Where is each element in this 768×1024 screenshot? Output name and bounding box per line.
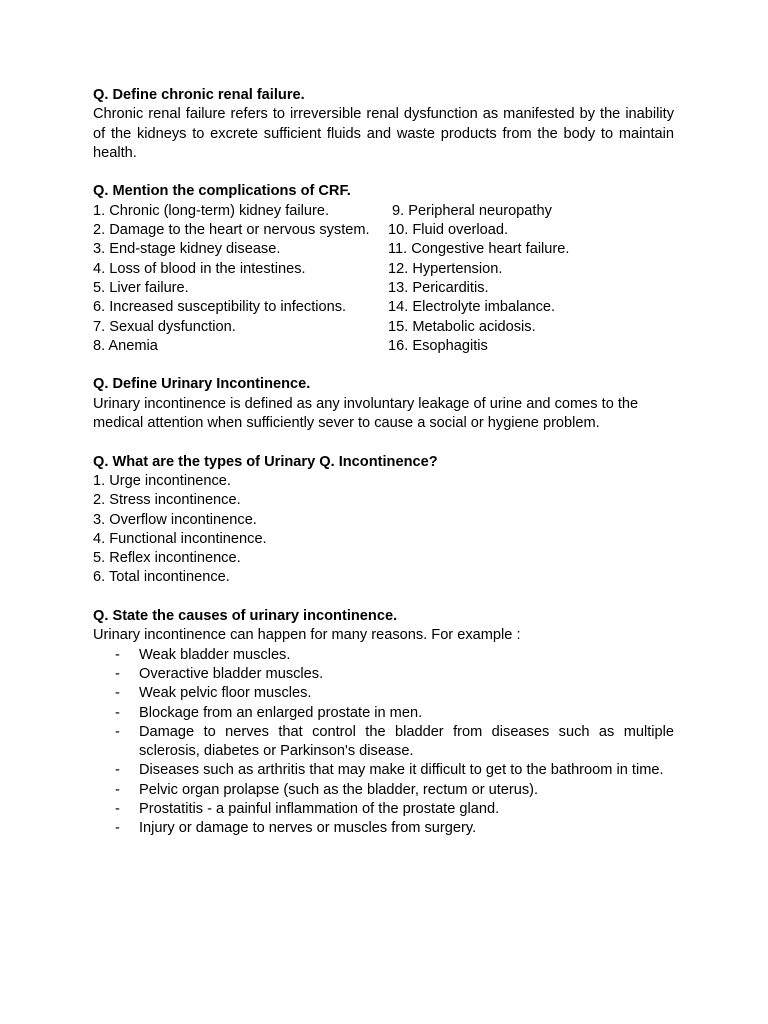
section-define-urinary-incontinence [93, 375, 674, 433]
complications-left-column [93, 202, 388, 356]
list-item: 13. Pericarditis. [388, 279, 489, 296]
list-item: 7. Sexual dysfunction. [93, 318, 236, 335]
list-item: 5. Reflex incontinence. [93, 550, 241, 567]
question-heading: Q. State the causes of urinary incontinence. [93, 608, 398, 625]
answer-paragraph: Urinary incontinence is defined as any involuntary leakage of urine and comes to the medical attention when sufficiently sever to cause a social or hygiene problem. [93, 395, 639, 432]
dash-bullet: - [115, 665, 120, 682]
list-item: 10. Fluid overload. [388, 222, 509, 239]
list-item: 3. End-stage kidney disease. [93, 241, 281, 258]
list-item: 14. Electrolyte imbalance. [388, 299, 556, 316]
dash-bullet: - [115, 704, 120, 721]
list-item-text: Injury or damage to nerves or muscles from surgery. [139, 820, 477, 837]
question-heading: Q. What are the types of Urinary Q. Incontinence? [93, 453, 438, 470]
list-item: 1. Chronic (long-term) kidney failure. [93, 202, 330, 219]
list-item: 6. Total incontinence. [93, 569, 230, 586]
list-item-text: Pelvic organ prolapse (such as the bladder, rectum or uterus). [139, 781, 539, 798]
complications-right-column [388, 202, 674, 356]
list-item: 2. Damage to the heart or nervous system. [93, 222, 370, 239]
question-heading: Q. Define Urinary Incontinence. [93, 376, 311, 393]
list-item: 12. Hypertension. [388, 260, 503, 277]
list-item-text: Weak pelvic floor muscles. [139, 685, 312, 702]
list-item [93, 665, 674, 684]
answer-paragraph: Chronic renal failure refers to irreversible renal dysfunction as manifested by the inability of the kidneys to excrete sufficient fluids and waste products from the body to maintain health. [93, 106, 674, 161]
list-item [93, 684, 674, 703]
section-define-crf [93, 86, 674, 163]
list-item: 16. Esophagitis [388, 337, 488, 354]
intro-paragraph: Urinary incontinence can happen for many reasons. For example : [93, 627, 521, 644]
document-page [93, 86, 674, 858]
dash-bullet: - [115, 800, 120, 817]
dash-bullet: - [115, 820, 120, 837]
list-item [93, 723, 674, 762]
list-item-text: Damage to nerves that control the bladder from diseases such as multiple sclerosis, diabetes or Parkinson's disease. [139, 723, 674, 760]
complications-list [93, 202, 674, 356]
list-item: 15. Metabolic acidosis. [388, 318, 536, 335]
list-item [93, 761, 674, 780]
list-item-text: Prostatitis - a painful inflammation of the prostate gland. [139, 800, 500, 817]
list-item [93, 819, 674, 838]
dash-bullet: - [115, 781, 120, 798]
list-item [93, 646, 674, 665]
dash-bullet: - [115, 762, 120, 779]
list-item: 2. Stress incontinence. [93, 492, 241, 509]
list-item: 8. Anemia [93, 337, 158, 354]
dash-bullet: - [115, 685, 120, 702]
list-item [93, 704, 674, 723]
list-item: 3. Overflow incontinence. [93, 511, 257, 528]
section-incontinence-types [93, 453, 674, 588]
list-item: 1. Urge incontinence. [93, 472, 231, 489]
list-item: 6. Increased susceptibility to infections. [93, 299, 347, 316]
question-heading: Q. Define chronic renal failure. [93, 87, 305, 103]
list-item-text: Overactive bladder muscles. [139, 665, 324, 682]
list-item-text: Weak bladder muscles. [139, 646, 291, 663]
list-item-text: Diseases such as arthritis that may make it difficult to get to the bathroom in time. [139, 762, 664, 779]
causes-list [93, 646, 674, 839]
list-item-text: Blockage from an enlarged prostate in men. [139, 704, 423, 721]
list-item: 4. Loss of blood in the intestines. [93, 260, 306, 277]
list-item: 4. Functional incontinence. [93, 530, 267, 547]
list-item: 9. Peripheral neuropathy [388, 202, 552, 219]
section-crf-complications [93, 182, 674, 356]
dash-bullet: - [115, 646, 120, 663]
question-heading: Q. Mention the complications of CRF. [93, 183, 351, 200]
list-item [93, 800, 674, 819]
dash-bullet: - [115, 723, 120, 740]
list-item: 5. Liver failure. [93, 279, 189, 296]
list-item: 11. Congestive heart failure. [388, 241, 570, 258]
section-incontinence-causes [93, 607, 674, 839]
list-item [93, 781, 674, 800]
